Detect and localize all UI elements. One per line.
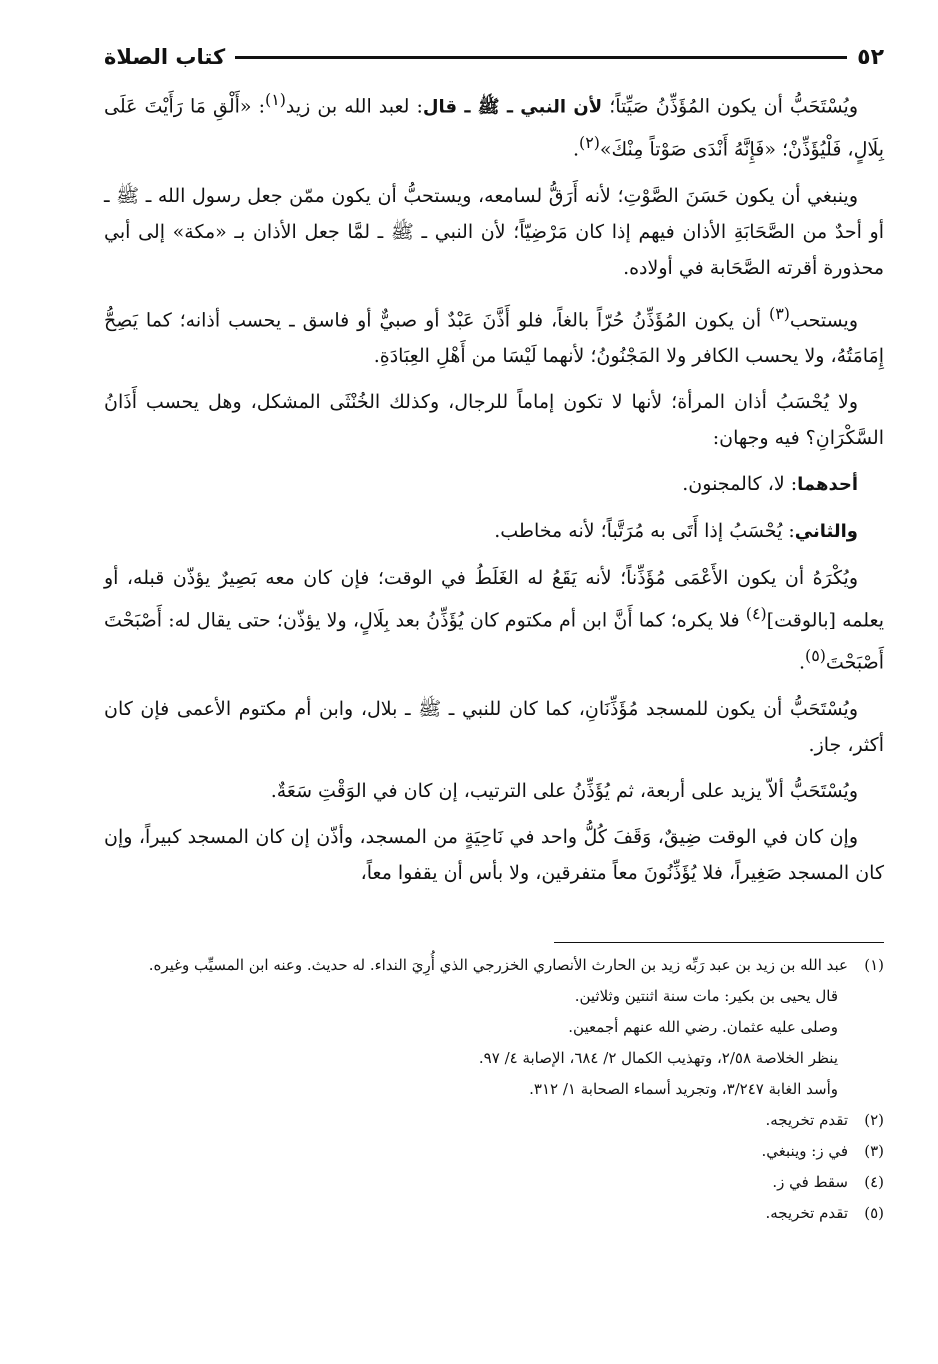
paragraph-5 — [104, 466, 884, 503]
footnote-separator — [554, 942, 884, 943]
page-header — [104, 40, 884, 74]
footnote-number: (٥) — [864, 1204, 884, 1222]
footnote-2 — [104, 1105, 884, 1136]
main-text — [104, 82, 884, 901]
footnote-text: تقدم تخريجه. — [765, 1111, 848, 1129]
footnote-ref-5: (٥) — [805, 646, 826, 666]
paragraph-6-bold: والثاني — [794, 520, 858, 542]
footnote-5 — [104, 1198, 884, 1229]
footnote-number: (١) — [864, 956, 884, 974]
page-number: ٥٢ — [857, 44, 884, 70]
paragraph-8: ويُسْتَحَبُّ أن يكون للمسجد مُؤَذِّنَانِ، كما كان للنبي ـ ﷺ ـ بلال، وابن أم مكتوم الأعمى فإن كان أكثر، جاز. — [104, 697, 884, 756]
paragraph-3-text: أن يكون المُؤَذِّنُ حُرّاً بالغاً، فلو أَذَّنَ عَبْدٌ أو صبيٌّ أو فاسق ـ يحسب أذانه؛ كما يَصِحُّ إِمَامَتُهُ، ولا يحسب الكافر ولا المَجْنُونُ؛ لأنهما لَيْسَا من أَهْلِ العِبَادَةِ. — [104, 308, 884, 367]
footnote-text: قال يحيى بن بكير: مات سنة اثنتين وثلاثين. — [574, 987, 838, 1005]
paragraph-4: ولا يُحْسَبُ أذان المرأة؛ لأنها لا تكون إماماً للرجال، وكذلك الخُنْثَى المشكل، وهل يحسب أَذَانُ السَّكْرَانِ؟ فيه وجهان: — [104, 390, 884, 449]
paragraph-9: ويُسْتَحَبُّ ألاّ يزيد على أربعة، ثم يُؤَذِّنُ على الترتيب، إن كان في الوَقْتِ سَعَةٌ. — [270, 779, 858, 802]
footnote-text: وأسد الغابة ٣/٢٤٧، وتجريد أسماء الصحابة ١/ ٣١٢. — [529, 1080, 838, 1098]
paragraph-5-text: : لا، كالمجنون. — [682, 472, 798, 495]
footnote-text: ينظر الخلاصة ٢/٥٨، وتهذيب الكمال ٢/ ٦٨٤، الإصابة ٤/ ٩٧. — [478, 1049, 838, 1067]
paragraph-6 — [104, 513, 884, 550]
footnote-1-line-3 — [104, 1012, 884, 1043]
paragraph-1-text2: : لعبد الله بن زيد — [285, 95, 423, 118]
footnote-ref-4: (٤) — [745, 603, 767, 623]
paragraph-1 — [104, 82, 884, 168]
paragraph-10: وإن كان في الوقت ضِيقٌ، وَقَفَ كُلُّ واحد في نَاحِيَةٍ من المسجد، وأذّن إن كان المسجد كبيراً، وإن كان المسجد صَغِيراً، فلا يُؤَذِّنُونَ معاً متفرقين، ولا بأس أن يقفوا معاً، — [104, 825, 884, 884]
footnotes — [104, 950, 884, 1229]
footnote-ref-1: (١) — [265, 90, 286, 109]
paragraph-1-bold: لأن النبي ـ ﷺ ـ قال — [422, 96, 603, 118]
footnote-3 — [104, 1136, 884, 1167]
footnote-1 — [104, 950, 884, 981]
footnote-1-line-5 — [104, 1074, 884, 1105]
footnote-1-line-4 — [104, 1043, 884, 1074]
footnote-number: (٢) — [864, 1111, 884, 1129]
footnote-text: في ز: وينبغي. — [761, 1142, 848, 1160]
paragraph-6-text: : يُحْسَبُ إذا أَتَى به مُرَتَّباً؛ لأنه مخاطب. — [494, 519, 795, 542]
paragraph-2: وينبغي أن يكون حَسَنَ الصَّوْتِ؛ لأنه أَرَقُّ لسامعه، ويستحبُّ أن يكون ممّن جعل رسول الله ـ ﷺ ـ أو أحدٌ من الصَّحَابَةِ الأذان فيهم إذا كان مَرْضِيّاً؛ لأن النبي ـ ﷺ ـ لمَّا جعل الأذان بـ «مكة» إلى أبي محذورة أقرته الصَّحَابة في أولاده. — [104, 184, 884, 279]
paragraph-7 — [104, 560, 884, 681]
footnote-ref-2: (٢) — [579, 133, 600, 153]
paragraph-3-start: ويستحب — [789, 308, 858, 331]
paragraph-1-text: ويُسْتَحَبُّ أن يكون المُؤَذِّنُ صَيِّتاً؛ — [602, 95, 858, 118]
paragraph-1-text3: : «أَلْقِ مَا رَأَيْتَ عَلَى بِلَالٍ، فَلْيُؤَذِّنْ؛ «فَإِنَّهُ أَنْدَى صَوْتاً مِنْكَ» — [104, 95, 884, 161]
footnote-number: (٤) — [864, 1173, 884, 1191]
footnote-text: سقط في ز. — [772, 1173, 848, 1191]
paragraph-7-end: . — [798, 651, 806, 674]
footnote-ref-3: (٣) — [769, 303, 790, 323]
book-title: كتاب الصلاة — [104, 45, 226, 69]
paragraph-1-end: . — [572, 138, 580, 161]
paragraph-7-text2: فلا يكره؛ كما أَنَّ ابن أم مكتوم كان يُؤَذِّنُ بعد بِلَالٍ، ولا يؤذّن؛ حتى يقال له: أَصْبَحْتَ أَصْبَحْتَ — [104, 609, 884, 674]
paragraph-7-text: ويُكْرَهُ أن يكون الأَعْمَى مُؤَذِّناً؛ لأنه يَقَعُ له الغَلَطُ في الوقت؛ فإن كان معه بَصِيرٌ يؤذّن قبله، أو يعلمه [بالوقت] — [104, 566, 885, 632]
paragraph-5-bold: أحدهما — [797, 473, 858, 495]
paragraph-3 — [104, 296, 884, 374]
footnote-text: وصلى عليه عثمان. رضي الله عنهم أجمعين. — [568, 1018, 838, 1036]
footnote-text: عبد الله بن زيد بن عبد رَبِّه زيد بن الحارث الأنصاري الخزرجي الذي أُرِيَ النداء. له حديث. وعنه ابن المسيِّب وغيره. — [148, 956, 848, 974]
header-rule — [235, 56, 847, 59]
footnote-text: تقدم تخريجه. — [765, 1204, 848, 1222]
footnote-1-line-2 — [104, 981, 884, 1012]
footnote-4 — [104, 1167, 884, 1198]
footnote-number: (٣) — [864, 1142, 884, 1160]
